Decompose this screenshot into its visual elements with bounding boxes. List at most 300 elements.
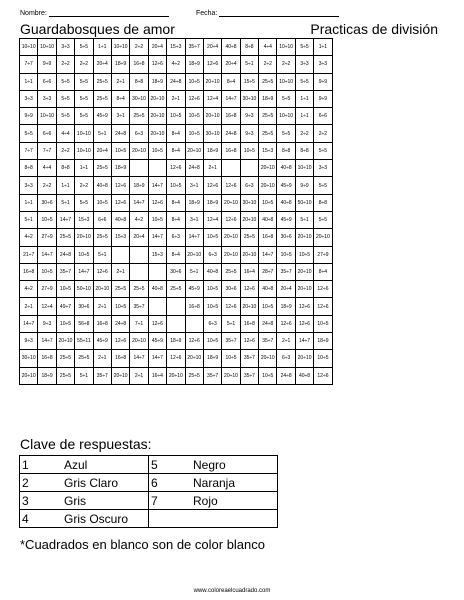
grid-cell: 10÷5 xyxy=(75,246,93,263)
name-field xyxy=(20,10,169,17)
grid-cell: 25÷5 xyxy=(222,263,240,280)
grid-cell: 10÷5 xyxy=(314,315,332,332)
grid-cell: 14÷7 xyxy=(148,177,166,194)
grid-cell: 35÷7 xyxy=(222,333,240,350)
grid-cell: 10÷10 xyxy=(111,39,129,56)
grid-cell: 40÷8 xyxy=(93,177,111,194)
grid-cell: 24÷8 xyxy=(111,315,129,332)
grid-cell: 10÷5 xyxy=(203,333,221,350)
grid-cell: 14÷7 xyxy=(56,211,74,228)
grid-cell: 10÷5 xyxy=(222,350,240,367)
grid-cell: 12÷6 xyxy=(295,298,313,315)
grid-cell: 20÷10 xyxy=(222,367,240,384)
grid-cell: 2÷1 xyxy=(20,298,38,315)
key-color: Azul xyxy=(62,456,149,474)
grid-cell: 6÷3 xyxy=(130,125,148,142)
grid-cell: 25÷5 xyxy=(167,281,185,298)
grid-row xyxy=(20,194,333,211)
grid-row xyxy=(20,160,333,177)
grid-row xyxy=(20,263,333,280)
grid-cell: 40÷8 xyxy=(259,211,277,228)
grid-cell: 20÷4 xyxy=(130,229,148,246)
grid-cell: 20÷10 xyxy=(185,246,203,263)
grid-cell: 2÷2 xyxy=(259,56,277,73)
grid-cell: 6÷3 xyxy=(203,246,221,263)
key-color: Negro xyxy=(191,456,278,474)
grid-cell: 15÷3 xyxy=(259,142,277,159)
grid-cell xyxy=(148,298,166,315)
grid-cell: 12÷6 xyxy=(167,160,185,177)
grid-cell: 12÷6 xyxy=(93,263,111,280)
grid-cell: 18÷9 xyxy=(277,298,295,315)
grid-cell: 20÷10 xyxy=(148,108,166,125)
grid-cell: 12÷4 xyxy=(203,90,221,107)
grid-cell: 10÷10 xyxy=(75,125,93,142)
grid-cell: 2÷2 xyxy=(75,56,93,73)
grid-cell: 3÷1 xyxy=(111,108,129,125)
grid-cell: 14÷7 xyxy=(75,263,93,280)
grid-cell: 20÷10 xyxy=(240,246,258,263)
grid-cell: 20÷10 xyxy=(222,246,240,263)
grid-cell: 18÷9 xyxy=(203,350,221,367)
grid-cell: 12÷6 xyxy=(148,194,166,211)
grid-cell: 2÷1 xyxy=(111,263,129,280)
grid-cell: 25÷5 xyxy=(130,108,148,125)
grid-cell: 16÷8 xyxy=(222,108,240,125)
date-label: Fecha: xyxy=(196,10,218,17)
grid-cell: 5÷1 xyxy=(93,125,111,142)
grid-cell: 10÷5 xyxy=(56,315,74,332)
grid-cell: 2÷1 xyxy=(111,73,129,90)
grid-cell: 5÷5 xyxy=(295,73,313,90)
grid-cell: 12÷6 xyxy=(222,177,240,194)
grid-cell: 3÷1 xyxy=(185,177,203,194)
grid-cell xyxy=(148,263,166,280)
grid-cell: 20÷10 xyxy=(148,90,166,107)
grid-cell: 1÷1 xyxy=(295,108,313,125)
date-line xyxy=(219,10,339,17)
grid-cell: 5÷5 xyxy=(56,108,74,125)
grid-cell: 5÷5 xyxy=(56,90,74,107)
grid-cell: 5÷1 xyxy=(240,56,258,73)
grid-cell xyxy=(111,246,129,263)
grid-cell xyxy=(148,160,166,177)
grid-cell: 8÷4 xyxy=(167,142,185,159)
grid-cell: 5÷5 xyxy=(314,142,332,159)
grid-cell: 10÷10 xyxy=(295,160,313,177)
grid-cell: 15÷5 xyxy=(240,73,258,90)
division-grid xyxy=(19,38,333,385)
grid-cell: 12÷6 xyxy=(148,315,166,332)
grid-cell: 27÷9 xyxy=(38,229,56,246)
grid-cell: 30÷10 xyxy=(20,350,38,367)
blank-squares-note: *Cuadrados en blanco son de color blanco xyxy=(20,537,266,552)
grid-cell: 25÷5 xyxy=(111,281,129,298)
grid-cell: 40÷8 xyxy=(203,263,221,280)
grid-cell: 10÷5 xyxy=(185,108,203,125)
grid-cell: 20÷10 xyxy=(148,125,166,142)
grid-cell: 40÷8 xyxy=(222,39,240,56)
grid-cell: 5÷5 xyxy=(56,73,74,90)
grid-cell: 2÷2 xyxy=(75,177,93,194)
grid-cell: 7÷7 xyxy=(20,56,38,73)
key-color: Gris Claro xyxy=(62,474,149,492)
grid-cell: 10÷5 xyxy=(148,142,166,159)
grid-cell: 10÷10 xyxy=(75,142,93,159)
grid-cell: 24÷8 xyxy=(111,125,129,142)
grid-cell: 20÷10 xyxy=(111,367,129,384)
grid-cell xyxy=(167,315,185,332)
grid-cell: 12÷6 xyxy=(185,333,203,350)
grid-cell: 5÷1 xyxy=(185,263,203,280)
grid-cell: 15÷3 xyxy=(75,211,93,228)
grid-cell: 10÷10 xyxy=(277,108,295,125)
key-number: 4 xyxy=(20,510,63,528)
grid-cell: 8÷4 xyxy=(167,246,185,263)
grid-cell: 5÷5 xyxy=(277,90,295,107)
grid-row xyxy=(20,211,333,228)
grid-cell: 4÷4 xyxy=(56,125,74,142)
grid-cell: 14÷7 xyxy=(148,350,166,367)
grid-cell: 6÷6 xyxy=(314,108,332,125)
grid-cell: 16÷8 xyxy=(259,229,277,246)
grid-cell: 2÷1 xyxy=(167,90,185,107)
grid-cell: 24÷8 xyxy=(259,315,277,332)
grid-cell: 3÷1 xyxy=(185,211,203,228)
grid-row xyxy=(20,246,333,263)
grid-cell: 12÷6 xyxy=(203,177,221,194)
grid-cell: 12÷6 xyxy=(111,177,129,194)
grid-cell: 25÷5 xyxy=(259,73,277,90)
grid-cell: 8÷4 xyxy=(167,125,185,142)
grid-cell: 14÷7 xyxy=(20,315,38,332)
grid-cell: 24÷8 xyxy=(185,160,203,177)
grid-cell: 6÷3 xyxy=(203,315,221,332)
grid-cell: 25÷5 xyxy=(93,229,111,246)
grid-cell: 28÷7 xyxy=(259,263,277,280)
grid-cell: 2÷1 xyxy=(93,298,111,315)
grid-cell: 10÷5 xyxy=(56,281,74,298)
grid-cell: 10÷10 xyxy=(20,39,38,56)
grid-row xyxy=(20,281,333,298)
grid-cell: 10÷5 xyxy=(167,177,185,194)
grid-cell: 40÷8 xyxy=(277,160,295,177)
grid-cell: 35÷7 xyxy=(185,39,203,56)
grid-cell: 12÷6 xyxy=(148,56,166,73)
grid-cell: 9÷3 xyxy=(38,315,56,332)
grid-cell: 3÷3 xyxy=(314,160,332,177)
key-row xyxy=(20,474,278,492)
grid-cell: 45÷9 xyxy=(93,108,111,125)
grid-cell xyxy=(240,160,258,177)
grid-cell: 1÷1 xyxy=(20,194,38,211)
grid-cell: 18÷9 xyxy=(185,56,203,73)
grid-cell: 5÷5 xyxy=(314,177,332,194)
grid-cell: 2÷1 xyxy=(130,367,148,384)
grid-cell: 10÷10 xyxy=(277,39,295,56)
grid-cell: 5÷5 xyxy=(75,90,93,107)
grid-row xyxy=(20,39,333,56)
grid-cell: 27÷9 xyxy=(38,281,56,298)
grid-cell: 2÷2 xyxy=(314,125,332,142)
grid-cell: 40÷8 xyxy=(295,367,313,384)
grid-cell: 2÷2 xyxy=(56,142,74,159)
grid-cell: 2÷2 xyxy=(56,56,74,73)
grid-cell: 2÷2 xyxy=(277,56,295,73)
grid-cell: 14÷7 xyxy=(130,350,148,367)
grid-cell: 20÷10 xyxy=(130,142,148,159)
grid-cell: 20÷10 xyxy=(295,281,313,298)
grid-cell: 25÷5 xyxy=(130,281,148,298)
grid-cell xyxy=(222,160,240,177)
grid-row xyxy=(20,315,333,332)
grid-cell: 20÷10 xyxy=(295,350,313,367)
grid-cell: 20÷10 xyxy=(203,73,221,90)
grid-cell: 5÷5 xyxy=(295,39,313,56)
grid-cell: 35÷7 xyxy=(203,367,221,384)
grid-cell: 1÷1 xyxy=(314,39,332,56)
grid-cell: 20÷10 xyxy=(259,177,277,194)
grid-cell: 18÷9 xyxy=(203,142,221,159)
grid-cell: 10÷10 xyxy=(38,108,56,125)
grid-cell: 10÷5 xyxy=(259,298,277,315)
grid-cell: 10÷5 xyxy=(259,367,277,384)
grid-cell: 3÷3 xyxy=(38,90,56,107)
grid-cell: 20÷10 xyxy=(295,229,313,246)
grid-cell xyxy=(130,246,148,263)
grid-cell: 20÷10 xyxy=(20,367,38,384)
grid-cell: 10÷5 xyxy=(93,194,111,211)
grid-cell: 12÷6 xyxy=(203,56,221,73)
grid-cell: 14÷7 xyxy=(148,229,166,246)
grid-cell: 20÷10 xyxy=(259,350,277,367)
key-color: Naranja xyxy=(191,474,278,492)
grid-cell: 16÷8 xyxy=(222,142,240,159)
grid-cell: 4÷2 xyxy=(20,229,38,246)
grid-cell: 2÷2 xyxy=(38,177,56,194)
grid-cell: 1÷1 xyxy=(20,73,38,90)
grid-cell: 16÷4 xyxy=(240,263,258,280)
grid-cell: 5÷1 xyxy=(56,194,74,211)
grid-cell: 6÷6 xyxy=(38,73,56,90)
grid-cell: 24÷8 xyxy=(222,125,240,142)
grid-cell: 9÷9 xyxy=(314,73,332,90)
grid-cell: 9÷3 xyxy=(20,333,38,350)
grid-cell: 3÷3 xyxy=(20,177,38,194)
grid-cell: 12÷6 xyxy=(222,298,240,315)
grid-cell: 12÷4 xyxy=(203,211,221,228)
grid-cell: 7÷7 xyxy=(20,142,38,159)
grid-cell: 5÷1 xyxy=(222,315,240,332)
grid-cell: 10÷5 xyxy=(111,298,129,315)
grid-cell: 6÷3 xyxy=(277,350,295,367)
grid-row xyxy=(20,333,333,350)
grid-cell: 5÷5 xyxy=(314,211,332,228)
grid-cell: 1÷1 xyxy=(75,160,93,177)
key-row xyxy=(20,456,278,474)
grid-cell: 25÷5 xyxy=(56,229,74,246)
grid-cell: 16÷8 xyxy=(38,350,56,367)
grid-cell: 4÷2 xyxy=(130,211,148,228)
grid-cell: 4÷4 xyxy=(38,160,56,177)
grid-cell: 8÷8 xyxy=(295,142,313,159)
grid-cell: 20÷10 xyxy=(75,229,93,246)
grid-cell: 30÷6 xyxy=(75,298,93,315)
grid-cell: 8÷4 xyxy=(111,90,129,107)
grid-cell: 18÷9 xyxy=(203,194,221,211)
grid-cell: 20÷4 xyxy=(148,39,166,56)
grid-cell: 12÷6 xyxy=(314,281,332,298)
key-row xyxy=(20,510,278,528)
answer-key-table xyxy=(19,455,278,528)
grid-cell xyxy=(130,160,148,177)
grid-cell: 6÷6 xyxy=(38,125,56,142)
grid-cell: 20÷10 xyxy=(314,229,332,246)
grid-cell: 40÷8 xyxy=(259,281,277,298)
grid-cell: 25÷5 xyxy=(259,108,277,125)
grid-cell: 7÷1 xyxy=(130,315,148,332)
grid-cell: 14÷7 xyxy=(185,229,203,246)
grid-cell: 10÷5 xyxy=(111,142,129,159)
grid-cell: 27÷9 xyxy=(314,246,332,263)
grid-cell: 5÷1 xyxy=(93,246,111,263)
key-number xyxy=(149,510,192,528)
grid-cell: 25÷5 xyxy=(75,350,93,367)
grid-cell: 5÷5 xyxy=(75,39,93,56)
grid-cell: 2÷1 xyxy=(93,350,111,367)
grid-cell: 16÷8 xyxy=(93,315,111,332)
grid-cell: 16÷4 xyxy=(148,367,166,384)
grid-cell: 30÷10 xyxy=(130,90,148,107)
grid-cell: 30÷6 xyxy=(167,263,185,280)
grid-cell: 20÷10 xyxy=(93,281,111,298)
grid-cell: 10÷5 xyxy=(240,142,258,159)
key-color: Gris xyxy=(62,492,149,510)
grid-cell: 5÷5 xyxy=(20,125,38,142)
grid-cell xyxy=(130,263,148,280)
grid-cell: 2÷2 xyxy=(295,125,313,142)
key-number: 1 xyxy=(20,456,63,474)
grid-cell: 45÷9 xyxy=(93,333,111,350)
grid-cell: 12÷6 xyxy=(295,315,313,332)
name-line xyxy=(49,10,169,17)
grid-cell: 16÷8 xyxy=(185,298,203,315)
grid-cell: 14÷7 xyxy=(130,194,148,211)
grid-cell: 25÷5 xyxy=(93,90,111,107)
grid-cell: 3÷3 xyxy=(20,90,38,107)
key-number: 5 xyxy=(149,456,192,474)
grid-cell: 25÷5 xyxy=(93,73,111,90)
grid-row xyxy=(20,56,333,73)
grid-cell: 35÷7 xyxy=(56,263,74,280)
grid-cell: 7÷7 xyxy=(38,142,56,159)
grid-cell: 1÷1 xyxy=(295,90,313,107)
grid-row xyxy=(20,108,333,125)
grid-cell: 12÷6 xyxy=(240,281,258,298)
grid-cell: 35÷7 xyxy=(130,298,148,315)
grid-cell: 50÷10 xyxy=(295,194,313,211)
grid-cell: 5÷5 xyxy=(75,73,93,90)
name-label: Nombre: xyxy=(20,10,47,17)
grid-cell: 45÷9 xyxy=(277,177,295,194)
footer-url: www.coloreaelcuadrado.com xyxy=(193,588,271,594)
grid-row xyxy=(20,229,333,246)
worksheet-subtitle: Practicas de división xyxy=(310,21,438,37)
grid-cell: 20÷10 xyxy=(295,263,313,280)
grid-cell: 40÷8 xyxy=(148,281,166,298)
grid-cell: 15÷3 xyxy=(148,246,166,263)
grid-cell: 10÷5 xyxy=(277,246,295,263)
grid-cell: 18÷9 xyxy=(111,160,129,177)
grid-cell: 18÷9 xyxy=(148,73,166,90)
key-color: Rojo xyxy=(191,492,278,510)
key-color xyxy=(191,510,278,528)
grid-cell: 18÷9 xyxy=(167,333,185,350)
grid-cell: 5÷1 xyxy=(75,367,93,384)
grid-cell: 35÷7 xyxy=(259,333,277,350)
grid-cell: 35÷7 xyxy=(277,263,295,280)
grid-row xyxy=(20,298,333,315)
grid-cell: 16÷8 xyxy=(111,350,129,367)
grid-cell: 9÷3 xyxy=(240,125,258,142)
grid-cell: 4÷2 xyxy=(167,56,185,73)
grid-cell xyxy=(185,315,203,332)
grid-cell: 16÷8 xyxy=(130,56,148,73)
grid-cell: 8÷4 xyxy=(167,194,185,211)
grid-cell: 25÷5 xyxy=(56,367,74,384)
grid-cell: 25÷5 xyxy=(240,229,258,246)
grid-cell: 20÷10 xyxy=(167,367,185,384)
grid-cell: 8÷8 xyxy=(56,160,74,177)
grid-cell: 30÷10 xyxy=(240,194,258,211)
key-number: 3 xyxy=(20,492,63,510)
grid-cell: 3÷3 xyxy=(314,56,332,73)
grid-cell: 9÷3 xyxy=(240,108,258,125)
grid-cell: 10÷5 xyxy=(295,246,313,263)
grid-cell: 50÷10 xyxy=(75,281,93,298)
key-number: 2 xyxy=(20,474,63,492)
grid-cell: 18÷9 xyxy=(185,194,203,211)
grid-cell: 1÷1 xyxy=(93,39,111,56)
grid-cell: 8÷4 xyxy=(167,211,185,228)
grid-cell: 6÷3 xyxy=(167,229,185,246)
grid-cell: 15÷3 xyxy=(111,229,129,246)
grid-cell: 3÷3 xyxy=(295,56,313,73)
grid-cell: 10÷5 xyxy=(203,298,221,315)
grid-cell: 49÷7 xyxy=(56,298,74,315)
grid-cell: 30÷6 xyxy=(277,229,295,246)
grid-cell: 10÷10 xyxy=(38,39,56,56)
key-number: 7 xyxy=(149,492,192,510)
grid-cell: 14÷7 xyxy=(295,333,313,350)
grid-row xyxy=(20,125,333,142)
grid-cell: 8÷8 xyxy=(277,142,295,159)
grid-cell: 10÷5 xyxy=(259,194,277,211)
grid-cell: 4÷4 xyxy=(259,39,277,56)
grid-cell: 5÷5 xyxy=(277,125,295,142)
grid-row xyxy=(20,90,333,107)
grid-cell: 21÷7 xyxy=(20,246,38,263)
grid-cell: 6÷3 xyxy=(240,177,258,194)
grid-cell: 12÷6 xyxy=(277,315,295,332)
grid-cell: 20÷4 xyxy=(93,142,111,159)
grid-cell: 2÷1 xyxy=(203,160,221,177)
grid-cell: 9÷9 xyxy=(295,177,313,194)
grid-cell: 18÷9 xyxy=(314,333,332,350)
grid-cell: 10÷5 xyxy=(185,125,203,142)
grid-row xyxy=(20,177,333,194)
grid-cell: 12÷6 xyxy=(111,194,129,211)
